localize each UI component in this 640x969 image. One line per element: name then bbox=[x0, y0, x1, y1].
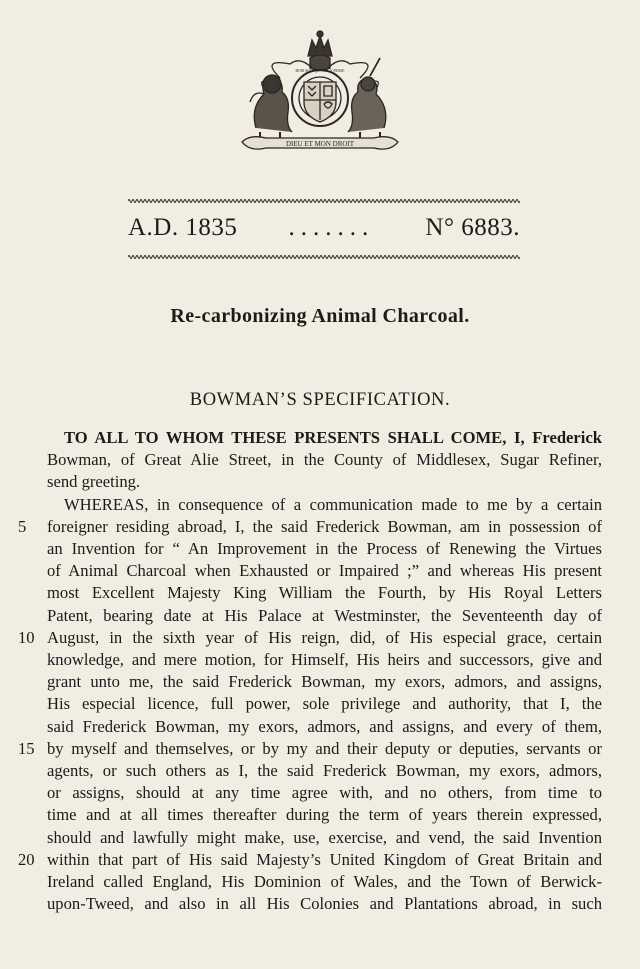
text-line: most Excellent Majesty King William the Fourth, by His Royal Letters bbox=[47, 583, 602, 603]
crest-garter-text: HONI SOIT QUI MAL Y PENSE bbox=[295, 69, 345, 73]
text-line: grant unto me, the said Frederick Bowman, my exors, admors, and assigns, bbox=[47, 672, 602, 692]
text-line: an Invention for “ An Improvement in the Process of Renewing the Virtues bbox=[47, 539, 602, 558]
specification-heading: BOWMAN’S SPECIFICATION. bbox=[189, 390, 451, 410]
line-number: 10 bbox=[18, 627, 35, 647]
line-number: 20 bbox=[18, 849, 35, 869]
text-line: Bowman, of Great Alie Street, in the County of Middlesex, Sugar Refiner, bbox=[47, 450, 602, 470]
text-line: foreigner residing abroad, I, the said Frederick Bowman, am in possession of bbox=[47, 516, 602, 536]
text-line: said Frederick Bowman, my exors, admors, and assigns, and every of them, bbox=[47, 716, 602, 736]
text-line: within that part of His said Majesty’s United Kingdom of Great Britain and bbox=[47, 849, 602, 869]
line-number: 15 bbox=[18, 738, 35, 758]
text-line: TO ALL TO WHOM THESE PRESENTS SHALL COME, I, Frederick bbox=[64, 428, 602, 447]
text-line: His especial licence, full power, sole privilege and authority, that I, the bbox=[47, 694, 602, 714]
text-line: agents, or such others as I, the said Frederick Bowman, my exors, admors, bbox=[47, 761, 602, 780]
leader-dots: ....... bbox=[288, 214, 375, 241]
text-line: August, in the sixth year of His reign, did, of His especial grace, certain bbox=[47, 627, 602, 647]
patent-title: Re-carbonizing Animal Charcoal. bbox=[170, 305, 470, 327]
text-line: or assigns, should at any time agree with, and no others, from time to bbox=[47, 783, 602, 803]
text-line: of Animal Charcoal when Exhausted or Impaired ;” and whereas His present bbox=[47, 561, 602, 581]
text-line: by myself and themselves, or by my and their deputy or deputies, servants or bbox=[47, 738, 602, 758]
text-line: WHEREAS, in consequence of a communication made to me by a certain bbox=[64, 494, 602, 514]
royal-coat-of-arms bbox=[220, 28, 420, 158]
ornamental-rule-top bbox=[128, 198, 520, 204]
text-line: should and lawfully might make, use, exercise, and vend, the said Invention bbox=[47, 827, 602, 847]
text-line: upon-Tweed, and also in all His Colonies and Plantations abroad, in such bbox=[47, 894, 602, 914]
patent-number: N° 6883. bbox=[425, 214, 520, 241]
text-line: Patent, bearing date at His Palace at Westminster, the Seventeenth day of bbox=[47, 605, 602, 625]
line-number: 5 bbox=[18, 516, 27, 536]
patent-date-number-line bbox=[128, 214, 520, 242]
patent-year: A.D. 1835 bbox=[128, 214, 238, 241]
text-line: time and at all times thereafter during the term of years therein expressed, bbox=[47, 805, 602, 825]
crest-motto: DIEU ET MON DROIT bbox=[285, 140, 355, 148]
text-line: Ireland called England, His Dominion of Wales, and the Town of Berwick- bbox=[47, 872, 602, 891]
text-line: knowledge, and mere motion, for Himself, His heirs and successors, give and bbox=[47, 650, 602, 669]
ornamental-rule-bottom bbox=[128, 254, 520, 260]
text-line: send greeting. bbox=[47, 472, 141, 492]
